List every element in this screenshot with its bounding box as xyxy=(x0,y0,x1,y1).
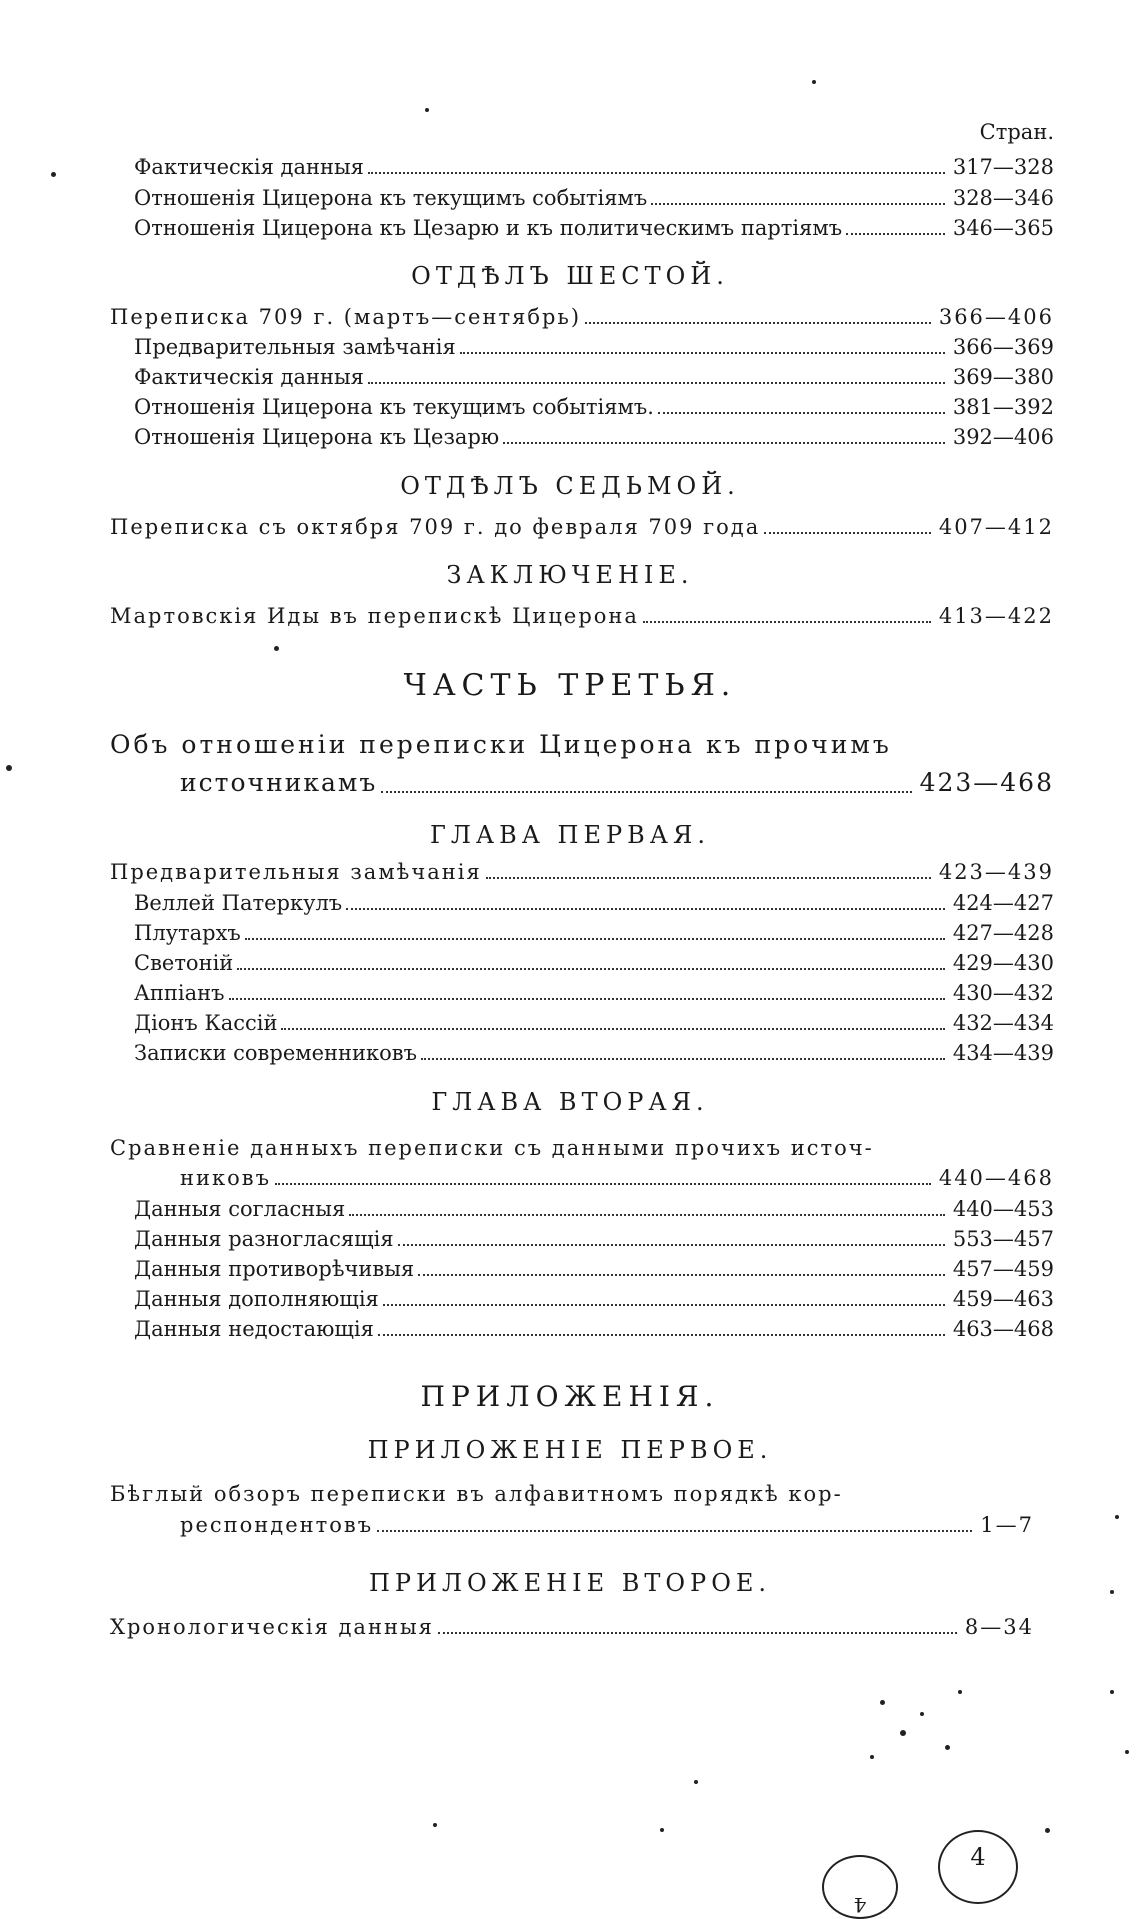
toc-entry-title: Аппіанъ xyxy=(134,981,225,1005)
toc-entry xyxy=(134,333,1054,361)
toc-entry-pages: 427—428 xyxy=(952,921,1054,945)
toc-entry-title: Данныя дополняющія xyxy=(134,1287,379,1311)
toc-entry-pages: 413—422 xyxy=(938,604,1054,628)
toc-entry-title: Данныя согласныя xyxy=(134,1197,346,1221)
toc-entry xyxy=(134,949,1054,977)
toc-entry-pages: 328—346 xyxy=(952,186,1054,210)
leader-dots xyxy=(421,1058,945,1060)
leader-dots xyxy=(846,233,945,235)
toc-entry-pages: 8—34 xyxy=(964,1615,1034,1639)
scan-speck xyxy=(958,1690,962,1694)
toc-entry-title: Данныя разногласящія xyxy=(134,1227,394,1251)
toc-entry-pages: 407—412 xyxy=(938,515,1054,539)
toc-entry-pages: 432—434 xyxy=(952,1011,1054,1035)
toc-entry-title: Отношенія Цицерона къ текущимъ событіямъ xyxy=(134,186,648,210)
appendices-heading: ПРИЛОЖЕНІЯ. xyxy=(420,1380,720,1413)
leader-dots xyxy=(398,1244,945,1246)
toc-entry xyxy=(134,1039,1054,1067)
scan-speck xyxy=(51,172,56,177)
toc-entry xyxy=(134,363,1054,391)
leader-dots xyxy=(368,172,945,174)
scan-speck xyxy=(433,1823,437,1827)
library-stamp: 4 xyxy=(822,1855,898,1919)
scan-speck xyxy=(694,1780,698,1784)
leader-dots xyxy=(368,382,945,384)
toc-entry-main xyxy=(180,1511,1054,1539)
toc-entry xyxy=(134,1285,1054,1313)
toc-entry-pages: 434—439 xyxy=(952,1041,1054,1065)
scan-speck xyxy=(1115,1515,1119,1519)
toc-entry-title: Діонъ Кассій xyxy=(134,1011,278,1035)
toc-entry xyxy=(134,1255,1054,1283)
toc-entry xyxy=(134,153,1054,181)
scan-speck xyxy=(812,80,816,84)
toc-entry-title: Переписка 709 г. (мартъ—сентябрь) xyxy=(110,305,582,329)
leader-dots xyxy=(245,938,945,940)
toc-entry-main xyxy=(180,1164,1054,1192)
leader-dots xyxy=(418,1274,945,1276)
toc-entry-pages: 423—468 xyxy=(919,768,1054,797)
toc-entry-title: Предварительныя замѣчанія xyxy=(110,860,482,884)
toc-entry-title: Хронологическія данныя xyxy=(110,1615,434,1639)
leader-dots xyxy=(651,203,945,205)
section-heading: ОТДѢЛЪ ШЕСТОЙ. xyxy=(411,262,729,290)
toc-entry-title: Веллей Патеркулъ xyxy=(134,891,343,915)
toc-entry xyxy=(134,393,1054,421)
leader-dots xyxy=(281,1028,944,1030)
toc-entry xyxy=(134,889,1054,917)
section-heading: ЗАКЛЮЧЕНІЕ. xyxy=(446,561,694,589)
toc-entry-title: респондентовъ xyxy=(180,1513,374,1537)
toc-entry-main xyxy=(110,1613,1054,1641)
chapter-heading: ГЛАВА ПЕРВАЯ. xyxy=(430,821,710,849)
leader-dots xyxy=(383,1304,945,1306)
scan-speck xyxy=(274,646,279,651)
leader-dots xyxy=(381,791,911,793)
leader-dots xyxy=(658,412,945,414)
scan-speck xyxy=(1110,1590,1114,1594)
toc-entry-pages: 440—468 xyxy=(938,1166,1054,1190)
toc-entry-main xyxy=(110,303,1054,331)
toc-entry-title: Отношенія Цицерона къ Цезарю xyxy=(134,425,500,449)
toc-entry-pages: 1—7 xyxy=(980,1513,1034,1537)
toc-entry-pages: 430—432 xyxy=(952,981,1054,1005)
toc-entry xyxy=(134,423,1054,451)
toc-entry-title: Фактическія данныя xyxy=(134,155,364,179)
toc-entry xyxy=(134,919,1054,947)
toc-entry-title: Светоній xyxy=(134,951,234,975)
toc-entry-title-line: Бѣглый обзоръ переписки въ алфавитномъ порядкѣ кор- xyxy=(110,1482,843,1506)
leader-dots xyxy=(503,442,945,444)
scan-speck xyxy=(945,1745,950,1750)
toc-entry-pages: 440—453 xyxy=(952,1197,1054,1221)
scan-speck xyxy=(1125,1750,1129,1754)
toc-entry-title: Плутархъ xyxy=(134,921,241,945)
toc-entry-pages: 317—328 xyxy=(952,155,1054,179)
toc-entry-title: Данныя противорѣчивыя xyxy=(134,1257,415,1281)
scan-speck xyxy=(660,1828,664,1832)
toc-entry-pages: 459—463 xyxy=(952,1287,1054,1311)
scan-speck xyxy=(880,1700,885,1705)
toc-entry-title: Предварительныя замѣчанія xyxy=(134,335,456,359)
toc-entry xyxy=(134,1315,1054,1343)
appendix-heading: ПРИЛОЖЕНІЕ ПЕРВОЕ. xyxy=(367,1436,773,1464)
leader-dots xyxy=(229,998,945,1000)
scan-speck xyxy=(900,1730,906,1736)
toc-entry xyxy=(134,214,1054,242)
leader-dots xyxy=(346,908,945,910)
toc-entry-main xyxy=(110,858,1054,886)
leader-dots xyxy=(764,532,931,534)
toc-entry-pages: 424—427 xyxy=(952,891,1054,915)
scan-speck xyxy=(870,1755,874,1759)
part-title-line: Объ отношеніи переписки Цицерона къ прочимъ xyxy=(110,730,892,759)
toc-entry xyxy=(134,1009,1054,1037)
leader-dots xyxy=(460,352,945,354)
toc-entry-main xyxy=(180,766,1054,800)
toc-entry-main xyxy=(110,602,1054,630)
toc-entry-main xyxy=(110,513,1054,541)
leader-dots xyxy=(643,621,931,623)
toc-entry-title: никовъ xyxy=(180,1166,271,1190)
leader-dots xyxy=(377,1530,972,1532)
toc-entry-pages: 369—380 xyxy=(952,365,1054,389)
toc-entry xyxy=(134,184,1054,212)
toc-entry-title: Переписка съ октября 709 г. до феврaля 709 года xyxy=(110,515,761,539)
toc-entry xyxy=(134,1195,1054,1223)
scan-speck xyxy=(6,765,12,771)
toc-entry-pages: 423—439 xyxy=(938,860,1054,884)
scan-speck xyxy=(920,1712,924,1716)
pages-column-header: Стран. xyxy=(979,120,1054,144)
toc-entry-title: источникамъ xyxy=(180,768,378,797)
leader-dots xyxy=(349,1214,945,1216)
toc-entry xyxy=(134,979,1054,1007)
toc-entry-title: Отношенія Цицерона къ Цезарю и къ политическимъ партіямъ xyxy=(134,216,843,240)
leader-dots xyxy=(378,1334,945,1336)
scan-speck xyxy=(425,108,429,112)
library-stamp: 4 xyxy=(938,1830,1018,1904)
section-heading: ОТДѢЛЪ СЕДЬМОЙ. xyxy=(400,472,740,500)
toc-entry-pages: 392—406 xyxy=(952,425,1054,449)
scan-speck xyxy=(1110,1690,1114,1694)
leader-dots xyxy=(275,1183,931,1185)
toc-entry-pages: 457—459 xyxy=(952,1257,1054,1281)
toc-entry-title: Мартовскія Иды въ перепискѣ Цицерона xyxy=(110,604,639,628)
part-heading: ЧАСТЬ ТРЕТЬЯ. xyxy=(403,668,737,703)
appendix-heading: ПРИЛОЖЕНІЕ ВТОРОЕ. xyxy=(368,1569,772,1597)
leader-dots xyxy=(237,968,945,970)
toc-entry-title: Данныя недостающія xyxy=(134,1317,374,1341)
toc-entry-pages: 366—406 xyxy=(938,305,1054,329)
toc-entry-pages: 366—369 xyxy=(952,335,1054,359)
toc-entry-title-line: Сравненіе данныхъ переписки съ данными прочихъ источ- xyxy=(110,1136,874,1160)
toc-entry-title: Записки современниковъ xyxy=(134,1041,417,1065)
toc-entry-title: Фактическія данныя xyxy=(134,365,364,389)
scan-speck xyxy=(1045,1828,1050,1833)
leader-dots xyxy=(585,322,931,324)
leader-dots xyxy=(486,877,931,879)
toc-entry-pages: 381—392 xyxy=(952,395,1054,419)
toc-entry-pages: 346—365 xyxy=(952,216,1054,240)
chapter-heading: ГЛАВА ВТОРАЯ. xyxy=(431,1088,709,1116)
toc-entry-pages: 463—468 xyxy=(952,1317,1054,1341)
toc-entry-pages: 553—457 xyxy=(952,1227,1054,1251)
toc-entry xyxy=(134,1225,1054,1253)
toc-entry-title: Отношенія Цицерона къ текущимъ событіямъ. xyxy=(134,395,654,419)
leader-dots xyxy=(438,1632,957,1634)
toc-entry-pages: 429—430 xyxy=(952,951,1054,975)
